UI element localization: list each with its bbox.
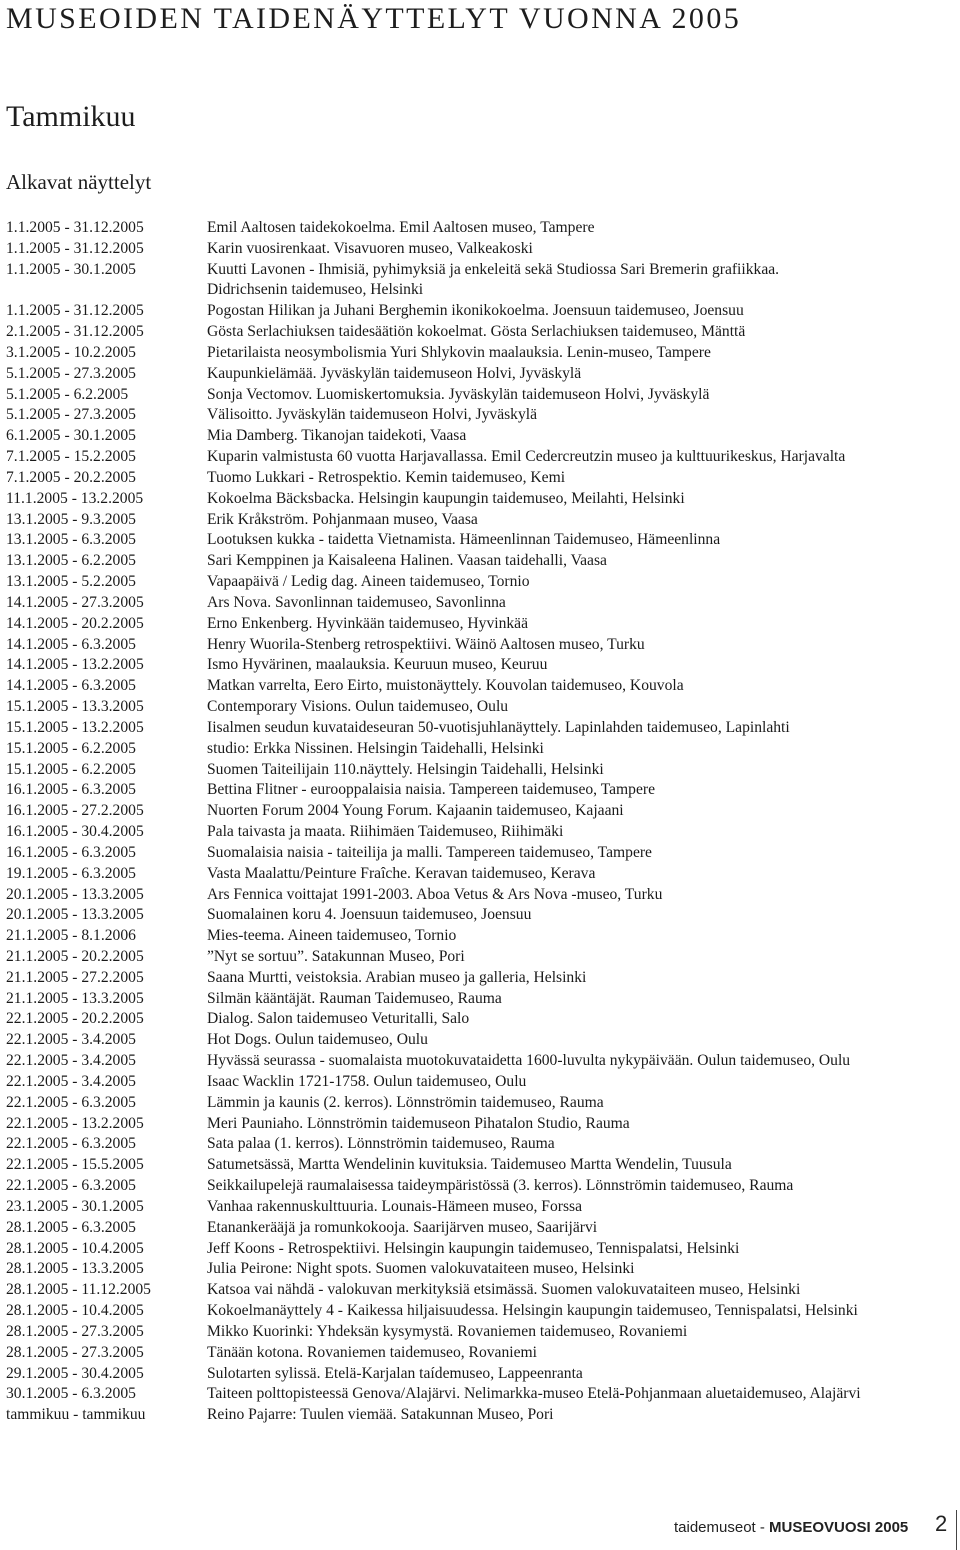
exhibition-description: Saana Murtti, veistoksia. Arabian museo ja galleria, Helsinki <box>207 968 587 986</box>
exhibition-date: 28.1.2005 - 10.4.2005 <box>6 1239 144 1257</box>
exhibition-description: Emil Aaltosen taidekokoelma. Emil Aaltosen museo, Tampere <box>207 219 595 236</box>
exhibition-description: Seikkailupelejä raumalaisessa taideympäristössä (3. kerros). Lönnströmin taidemuseo, Rauma <box>207 1177 794 1195</box>
exhibition-description: Ars Fennica voittajat 1991-2003. Aboa Vetus & Ars Nova -museo, Turku <box>207 885 663 903</box>
exhibition-date: 16.1.2005 - 30.4.2005 <box>6 823 144 841</box>
list-item <box>6 301 960 322</box>
exhibition-date: 16.1.2005 - 27.2.2005 <box>6 802 144 820</box>
exhibition-description: Suomalainen koru 4. Joensuun taidemuseo, Joensuu <box>207 906 532 924</box>
list-item <box>6 1322 960 1343</box>
list-item <box>6 1093 960 1114</box>
list-item <box>6 1405 960 1426</box>
footer-prefix: taidemuseot - <box>674 1519 770 1536</box>
exhibition-description: Reino Pajarre: Tuulen viemää. Satakunnan Museo, Pori <box>207 1406 554 1424</box>
exhibition-description: Nuorten Forum 2004 Young Forum. Kajaanin taidemuseo, Kajaani <box>207 802 624 820</box>
list-item <box>6 614 960 635</box>
list-item <box>6 676 960 697</box>
exhibition-date: 30.1.2005 - 6.3.2005 <box>6 1385 136 1403</box>
month-heading: Tammikuu <box>6 100 136 133</box>
list-item <box>6 760 960 781</box>
list-item <box>6 1301 960 1322</box>
list-item <box>6 1280 960 1301</box>
list-item <box>6 822 960 843</box>
exhibition-date: 13.1.2005 - 6.3.2005 <box>6 531 136 549</box>
exhibition-description: Välisoitto. Jyväskylän taidemuseon Holvi, Jyväskylä <box>207 406 538 424</box>
exhibition-date: 22.1.2005 - 6.3.2005 <box>6 1177 136 1195</box>
list-item <box>6 447 960 468</box>
exhibition-date: 11.1.2005 - 13.2.2005 <box>6 489 144 507</box>
list-item <box>6 1197 960 1218</box>
exhibition-date: 5.1.2005 - 27.3.2005 <box>6 406 136 424</box>
list-item <box>6 739 960 760</box>
exhibition-date: 22.1.2005 - 20.2.2005 <box>6 1010 144 1028</box>
list-item <box>6 968 960 989</box>
exhibition-description: Katsoa vai nähdä - valokuvan merkityksiä etsimässä. Suomen valokuvataiteen museo, Helsinki <box>207 1281 801 1299</box>
list-item <box>6 551 960 572</box>
list-item <box>6 697 960 718</box>
exhibition-description: Kuutti Lavonen - Ihmisiä, pyhimyksiä ja enkeleitä sekä Studiossa Sari Bremerin grafiikkaa. <box>207 260 780 278</box>
list-item <box>6 718 960 739</box>
list-item <box>6 468 960 489</box>
list-item <box>6 843 960 864</box>
exhibition-date: 23.1.2005 - 30.1.2005 <box>6 1197 144 1215</box>
list-item <box>6 593 960 614</box>
exhibition-description: Kaupunkielämää. Jyväskylän taidemuseon Holvi, Jyväskylä <box>207 364 582 382</box>
exhibition-description: Tänään kotona. Rovaniemen taidemuseo, Rovaniemi <box>207 1343 537 1361</box>
exhibition-date: 22.1.2005 - 6.3.2005 <box>6 1135 136 1153</box>
exhibition-date: 20.1.2005 - 13.3.2005 <box>6 885 144 903</box>
exhibition-description: Meri Pauniaho. Lönnströmin taidemuseon Pihatalon Studio, Rauma <box>207 1114 630 1132</box>
exhibition-date: 28.1.2005 - 10.4.2005 <box>6 1302 144 1320</box>
section-heading: Alkavat näyttelyt <box>6 170 152 194</box>
exhibition-description: Jeff Koons - Retrospektiivi. Helsingin kaupungin taidemuseo, Tennispalatsi, Helsinki <box>207 1239 740 1257</box>
exhibition-description: Satumetsässä, Martta Wendelinin kuvituksia. Taidemuseo Martta Wendelin, Tuusula <box>207 1156 732 1174</box>
exhibition-date: 21.1.2005 - 8.1.2006 <box>6 927 136 945</box>
list-item <box>6 364 960 385</box>
exhibition-date: 21.1.2005 - 27.2.2005 <box>6 968 144 986</box>
exhibition-description: studio: Erkka Nissinen. Helsingin Taidehalli, Helsinki <box>207 739 544 757</box>
exhibition-date: 5.1.2005 - 27.3.2005 <box>6 364 136 382</box>
list-item <box>6 1239 960 1260</box>
exhibition-date: 14.1.2005 - 6.3.2005 <box>6 635 136 653</box>
exhibition-description: Vapaapäivä / Ledig dag. Aineen taidemuseo, Tornio <box>207 573 530 591</box>
list-item <box>6 280 960 301</box>
exhibition-description: Suomalaisia naisia - taiteilija ja malli. Tampereen taidemuseo, Tampere <box>207 843 652 861</box>
exhibition-date: 22.1.2005 - 13.2.2005 <box>6 1114 144 1132</box>
exhibition-date: 14.1.2005 - 27.3.2005 <box>6 593 144 611</box>
exhibition-date: 15.1.2005 - 6.2.2005 <box>6 739 136 757</box>
exhibition-description: Vanhaa rakennuskulttuuria. Lounais-Hämeen museo, Forssa <box>207 1197 583 1215</box>
exhibition-date: 22.1.2005 - 3.4.2005 <box>6 1052 136 1070</box>
exhibition-date: 19.1.2005 - 6.3.2005 <box>6 864 136 882</box>
exhibition-description: Pogostan Hilikan ja Juhani Berghemin ikonikokoelma. Joensuun taidemuseo, Joensuu <box>207 302 744 320</box>
list-item <box>6 260 960 281</box>
exhibition-description: Dialog. Salon taidemuseo Veturitalli, Salo <box>207 1010 470 1028</box>
list-item <box>6 655 960 676</box>
list-item <box>6 989 960 1010</box>
exhibition-date: 1.1.2005 - 30.1.2005 <box>6 260 136 278</box>
exhibition-date: 14.1.2005 - 20.2.2005 <box>6 614 144 632</box>
list-item <box>6 405 960 426</box>
exhibition-description: Gösta Serlachiuksen taidesäätiön kokoelmat. Gösta Serlachiuksen taidemuseo, Mänttä <box>207 323 746 341</box>
exhibition-description: Vasta Maalattu/Peinture Fraîche. Keravan taidemuseo, Kerava <box>207 864 596 882</box>
exhibition-date: 28.1.2005 - 27.3.2005 <box>6 1343 144 1361</box>
list-item <box>6 510 960 531</box>
exhibition-description: Erik Kråkström. Pohjanmaan museo, Vaasa <box>207 510 478 528</box>
exhibition-description: Ars Nova. Savonlinnan taidemuseo, Savonlinna <box>207 593 506 611</box>
exhibition-description: Iisalmen seudun kuvataideseuran 50-vuotisjuhlanäyttely. Lapinlahden taidemuseo, Lapinlahti <box>207 718 790 736</box>
list-item <box>6 635 960 656</box>
exhibition-date: 22.1.2005 - 3.4.2005 <box>6 1031 136 1049</box>
exhibition-description: Pala taivasta ja maata. Riihimäen Taidemuseo, Riihimäki <box>207 823 564 841</box>
exhibition-date: 5.1.2005 - 6.2.2005 <box>6 385 129 403</box>
exhibition-description: Sata palaa (1. kerros). Lönnströmin taidemuseo, Rauma <box>207 1135 555 1153</box>
exhibition-date: 1.1.2005 - 31.12.2005 <box>6 302 144 320</box>
list-item <box>6 926 960 947</box>
exhibition-date: 20.1.2005 - 13.3.2005 <box>6 906 144 924</box>
exhibition-description: Lämmin ja kaunis (2. kerros). Lönnströmin taidemuseo, Rauma <box>207 1093 604 1111</box>
exhibition-description: Contemporary Visions. Oulun taidemuseo, Oulu <box>207 698 509 716</box>
page-number: 2 <box>935 1511 948 1536</box>
list-item <box>6 343 960 364</box>
list-item <box>6 864 960 885</box>
exhibition-date: 7.1.2005 - 20.2.2005 <box>6 468 136 486</box>
list-item <box>6 1155 960 1176</box>
exhibition-description: Mikko Kuorinki: Yhdeksän kysymystä. Rovaniemen taidemuseo, Rovaniemi <box>207 1322 688 1340</box>
exhibition-description: ”Nyt se sortuu”. Satakunnan Museo, Pori <box>207 947 465 965</box>
exhibition-description: Taiteen polttopisteessä Genova/Alajärvi. Nelimarkka-museo Etelä-Pohjanmaan aluetaidemuseo, Alajärvi <box>207 1385 861 1403</box>
list-item <box>6 1009 960 1030</box>
exhibition-description: Kokoelma Bäcksbacka. Helsingin kaupungin taidemuseo, Meilahti, Helsinki <box>207 489 685 507</box>
list-item <box>6 1134 960 1155</box>
exhibition-date: 22.1.2005 - 3.4.2005 <box>6 1072 136 1090</box>
exhibition-date: 14.1.2005 - 13.2.2005 <box>6 656 144 674</box>
exhibition-description: Karin vuosirenkaat. Visavuoren museo, Valkeakoski <box>207 239 533 257</box>
exhibition-description: Sulotarten sylissä. Etelä-Karjalan taídemuseo, Lappeenranta <box>207 1364 583 1382</box>
list-item <box>6 1259 960 1280</box>
exhibition-description: Julia Peirone: Night spots. Suomen valokuvataiteen museo, Helsinki <box>207 1260 635 1278</box>
exhibition-date: 1.1.2005 - 31.12.2005 <box>6 219 144 236</box>
list-item <box>6 322 960 343</box>
exhibition-date: 16.1.2005 - 6.3.2005 <box>6 843 136 861</box>
exhibition-description: Silmän kääntäjät. Rauman Taidemuseo, Rauma <box>207 989 502 1007</box>
exhibition-date: 16.1.2005 - 6.3.2005 <box>6 781 136 799</box>
list-item <box>6 801 960 822</box>
footer-rule <box>956 1510 957 1550</box>
exhibition-date: 13.1.2005 - 9.3.2005 <box>6 510 136 528</box>
exhibition-description: Didrichsenin taidemuseo, Helsinki <box>207 281 424 299</box>
exhibition-date: 15.1.2005 - 13.2.2005 <box>6 718 144 736</box>
footer-brand: MUSEOVUOSI 2005 <box>769 1519 909 1536</box>
list-item <box>6 1051 960 1072</box>
exhibition-description: Sari Kemppinen ja Kaisaleena Halinen. Vaasan taidehalli, Vaasa <box>207 552 607 570</box>
exhibition-date: tammikuu - tammikuu <box>6 1406 146 1424</box>
exhibition-description: Lootuksen kukka - taidetta Vietnamista. Hämeenlinnan Taidemuseo, Hämeenlinna <box>207 531 721 549</box>
exhibition-date: 28.1.2005 - 11.12.2005 <box>6 1281 151 1299</box>
exhibition-description: Isaac Wacklin 1721-1758. Oulun taidemuseo, Oulu <box>207 1072 527 1090</box>
list-item <box>6 1114 960 1135</box>
list-item <box>6 1176 960 1197</box>
exhibition-list <box>6 218 960 1426</box>
list-item <box>6 1218 960 1239</box>
exhibition-description: Kuparin valmistusta 60 vuotta Harjavallassa. Emil Cedercreutzin museo ja kulttuurikeskus, Harjavalta <box>207 448 846 466</box>
exhibition-description: Mies-teema. Aineen taidemuseo, Tornio <box>207 927 457 945</box>
list-item <box>6 530 960 551</box>
exhibition-date: 21.1.2005 - 20.2.2005 <box>6 947 144 965</box>
list-item <box>6 885 960 906</box>
exhibition-description: Bettina Flitner - eurooppalaisia naisia. Tampereen taidemuseo, Tampere <box>207 781 656 799</box>
exhibition-date: 13.1.2005 - 5.2.2005 <box>6 573 136 591</box>
list-item <box>6 426 960 447</box>
exhibition-date: 29.1.2005 - 30.4.2005 <box>6 1364 144 1382</box>
exhibition-description: Matkan varrelta, Eero Eirto, muistonäyttely. Kouvolan taidemuseo, Kouvola <box>207 677 684 695</box>
exhibition-description: Ismo Hyvärinen, maalauksia. Keuruun museo, Keuruu <box>207 656 548 674</box>
list-item <box>6 572 960 593</box>
list-item <box>6 905 960 926</box>
exhibition-description: Tuomo Lukkari - Retrospektio. Kemin taidemuseo, Kemi <box>207 468 566 486</box>
list-item <box>6 1343 960 1364</box>
exhibition-description: Hot Dogs. Oulun taidemuseo, Oulu <box>207 1031 428 1049</box>
exhibition-description: Suomen Taiteilijain 110.näyttely. Helsingin Taidehalli, Helsinki <box>207 760 604 778</box>
page-title: MUSEOIDEN TAIDENÄYTTELYT VUONNA 2005 <box>6 2 742 35</box>
exhibition-date: 1.1.2005 - 31.12.2005 <box>6 239 144 257</box>
exhibition-date: 6.1.2005 - 30.1.2005 <box>6 427 136 445</box>
exhibition-date: 3.1.2005 - 10.2.2005 <box>6 343 136 361</box>
exhibition-date: 15.1.2005 - 6.2.2005 <box>6 760 136 778</box>
list-item <box>6 1072 960 1093</box>
exhibition-date: 2.1.2005 - 31.12.2005 <box>6 323 144 341</box>
exhibition-date: 28.1.2005 - 13.3.2005 <box>6 1260 144 1278</box>
exhibition-date: 15.1.2005 - 13.3.2005 <box>6 698 144 716</box>
list-item <box>6 489 960 510</box>
list-item <box>6 385 960 406</box>
list-item <box>6 1030 960 1051</box>
exhibition-date: 7.1.2005 - 15.2.2005 <box>6 448 136 466</box>
exhibition-description: Etanankerääjä ja romunkokooja. Saarijärven museo, Saarijärvi <box>207 1218 598 1236</box>
exhibition-date: 28.1.2005 - 27.3.2005 <box>6 1322 144 1340</box>
exhibition-date: 13.1.2005 - 6.2.2005 <box>6 552 136 570</box>
exhibition-date: 14.1.2005 - 6.3.2005 <box>6 677 136 695</box>
exhibition-date: 22.1.2005 - 15.5.2005 <box>6 1156 144 1174</box>
list-item <box>6 1384 960 1405</box>
exhibition-description: Henry Wuorila-Stenberg retrospektiivi. Wäinö Aaltosen museo, Turku <box>207 635 645 653</box>
exhibition-date: 28.1.2005 - 6.3.2005 <box>6 1218 136 1236</box>
footer <box>674 1519 908 1536</box>
exhibition-description: Pietarilaista neosymbolismia Yuri Shlykovin maalauksia. Lenin-museo, Tampere <box>207 343 711 361</box>
list-item <box>6 780 960 801</box>
exhibition-description: Erno Enkenberg. Hyvinkään taidemuseo, Hyvinkää <box>207 614 529 632</box>
exhibition-description: Kokoelmanäyttely 4 - Kaikessa hiljaisuudessa. Helsingin kaupungin taidemuseo, Tennispalatsi, Helsinki <box>207 1302 858 1320</box>
list-item <box>6 239 960 260</box>
exhibition-description: Sonja Vectomov. Luomiskertomuksia. Jyväskylän taidemuseon Holvi, Jyväskylä <box>207 385 710 403</box>
exhibition-date <box>6 280 207 301</box>
exhibition-description: Hyvässä seurassa - suomalaista muotokuvataidetta 1600-luvulta nykypäivään. Oulun taidemuseo, Oulu <box>207 1052 851 1070</box>
exhibition-description: Mia Damberg. Tikanojan taidekoti, Vaasa <box>207 427 467 445</box>
exhibition-date: 22.1.2005 - 6.3.2005 <box>6 1093 136 1111</box>
list-item <box>6 1364 960 1385</box>
list-item <box>6 218 960 239</box>
list-item <box>6 947 960 968</box>
exhibition-date: 21.1.2005 - 13.3.2005 <box>6 989 144 1007</box>
